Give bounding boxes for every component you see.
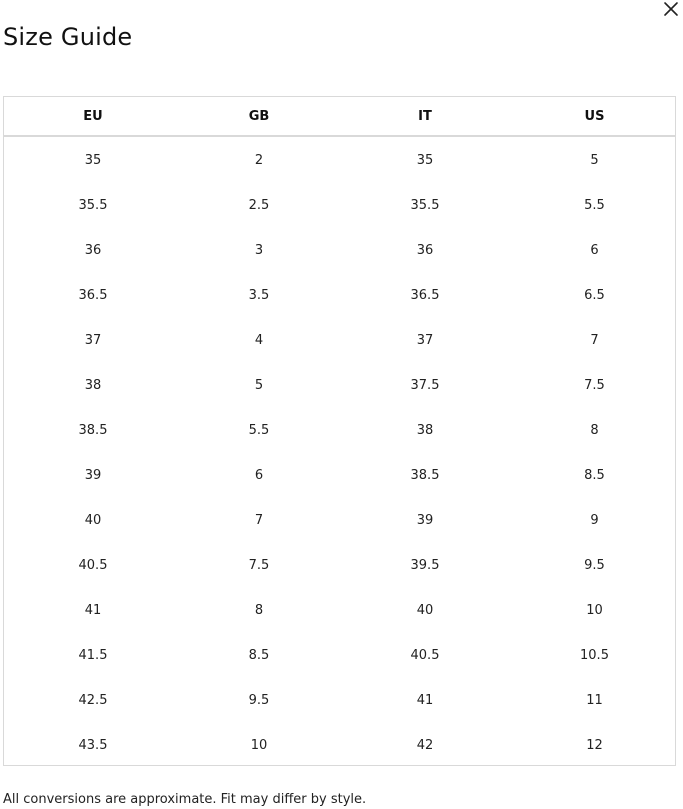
size-cell-it: 39.5 xyxy=(410,558,440,573)
size-cell-eu: 41.5 xyxy=(78,648,108,663)
size-cell-us: 7 xyxy=(590,333,599,348)
size-cell-it: 36.5 xyxy=(410,288,440,303)
size-cell-eu: 39 xyxy=(84,468,102,483)
close-icon xyxy=(662,0,680,18)
size-cell-eu: 41 xyxy=(84,603,102,618)
size-cell-gb: 5.5 xyxy=(248,423,270,438)
size-cell-it: 36 xyxy=(416,243,434,258)
table-row xyxy=(4,408,675,453)
size-cell-eu: 38 xyxy=(84,378,102,393)
table-body xyxy=(4,136,675,768)
column-header-us: US xyxy=(514,97,675,136)
size-cell-eu: 36.5 xyxy=(78,288,108,303)
size-cell-us: 9.5 xyxy=(584,558,605,573)
size-cell-eu: 35 xyxy=(84,152,102,168)
table-row xyxy=(4,633,675,678)
close-button[interactable] xyxy=(662,0,680,18)
size-cell-eu: 43.5 xyxy=(78,738,108,753)
size-cell-us: 10 xyxy=(586,603,603,618)
table-row xyxy=(4,543,675,588)
size-table-container xyxy=(3,96,676,766)
size-cell-eu: 42.5 xyxy=(78,693,108,708)
size-cell-gb: 9.5 xyxy=(248,693,270,708)
size-cell-gb: 3 xyxy=(254,243,264,258)
size-cell-gb: 5 xyxy=(254,378,264,393)
size-cell-eu: 36 xyxy=(84,243,102,258)
size-cell-gb: 3.5 xyxy=(248,288,270,303)
size-cell-us: 6.5 xyxy=(584,288,605,303)
size-cell-us: 5.5 xyxy=(584,198,605,213)
page-title: Size Guide xyxy=(3,23,133,51)
size-cell-us: 8 xyxy=(590,423,599,438)
size-cell-gb: 2 xyxy=(254,152,264,168)
size-cell-us: 5 xyxy=(590,152,599,168)
size-cell-it: 39 xyxy=(416,513,434,528)
size-cell-eu: 40 xyxy=(84,513,102,528)
column-header-eu: EU xyxy=(4,97,182,136)
size-cell-us: 8.5 xyxy=(584,468,605,483)
size-cell-it: 38.5 xyxy=(410,468,440,483)
size-cell-gb: 7 xyxy=(254,513,264,528)
size-cell-gb: 8.5 xyxy=(248,648,270,663)
size-cell-us: 12 xyxy=(586,738,603,753)
size-cell-eu: 38.5 xyxy=(78,423,108,438)
table-row xyxy=(4,678,675,723)
table-row xyxy=(4,318,675,363)
size-cell-gb: 7.5 xyxy=(248,558,270,573)
size-cell-gb: 2.5 xyxy=(248,198,270,213)
table-header-row xyxy=(4,97,675,136)
table-row xyxy=(4,273,675,318)
size-cell-gb: 4 xyxy=(254,333,264,348)
size-cell-it: 40.5 xyxy=(410,648,440,663)
conversion-disclaimer: All conversions are approximate. Fit may differ by style. xyxy=(3,792,367,807)
size-cell-us: 7.5 xyxy=(584,378,605,393)
size-cell-it: 35 xyxy=(416,152,434,168)
column-header-gb: GB xyxy=(182,97,336,136)
column-header-it: IT xyxy=(336,97,514,136)
size-cell-eu: 40.5 xyxy=(78,558,108,573)
size-cell-gb: 8 xyxy=(254,603,264,618)
size-cell-it: 38 xyxy=(416,423,434,438)
size-cell-gb: 6 xyxy=(254,468,264,483)
size-cell-it: 41 xyxy=(416,693,434,708)
size-cell-eu: 37 xyxy=(84,333,102,348)
table-row xyxy=(4,723,675,768)
table-row xyxy=(4,136,675,183)
size-cell-it: 37.5 xyxy=(410,378,440,393)
table-row xyxy=(4,363,675,408)
table-row xyxy=(4,228,675,273)
size-cell-us: 10.5 xyxy=(580,648,609,663)
size-cell-it: 35.5 xyxy=(410,198,440,213)
table-row xyxy=(4,183,675,228)
table-row xyxy=(4,498,675,543)
size-cell-us: 11 xyxy=(586,693,603,708)
size-cell-eu: 35.5 xyxy=(78,198,108,213)
size-cell-it: 37 xyxy=(416,333,434,348)
table-row xyxy=(4,588,675,633)
size-cell-it: 42 xyxy=(416,738,434,753)
table-row xyxy=(4,453,675,498)
size-table xyxy=(4,97,675,768)
size-cell-us: 6 xyxy=(590,243,599,258)
size-cell-us: 9 xyxy=(590,513,599,528)
size-cell-it: 40 xyxy=(416,603,434,618)
size-cell-gb: 10 xyxy=(250,738,268,753)
